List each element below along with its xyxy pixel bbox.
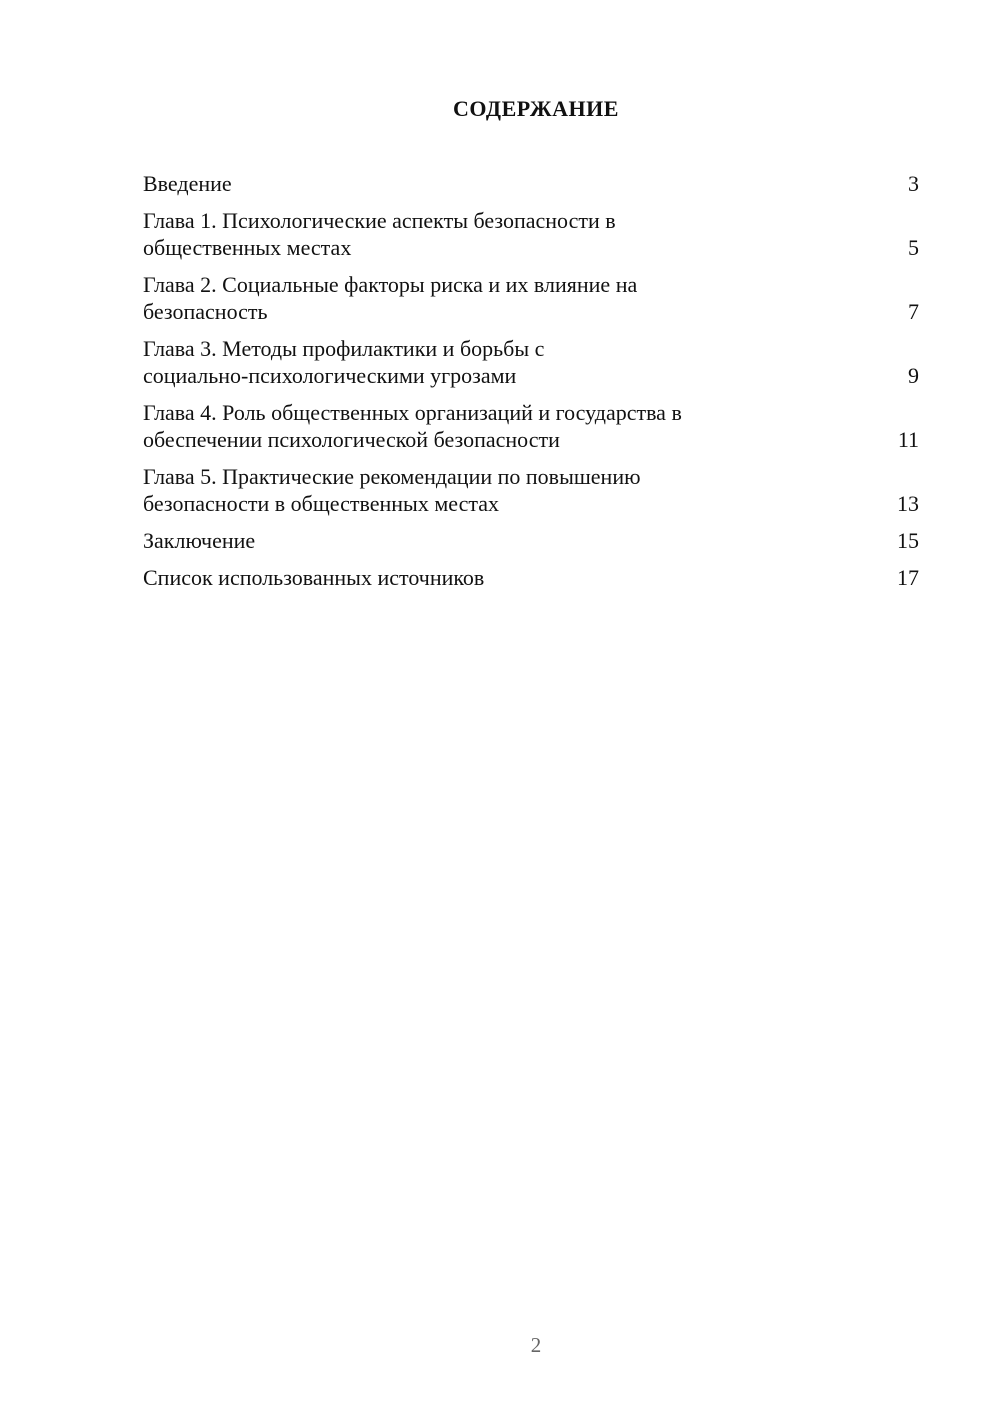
page-number: 2 (530, 1333, 542, 1357)
toc-entry-text: Список использованных источников (143, 565, 485, 590)
table-of-contents (143, 170, 919, 601)
toc-entry-text: Глава 4. Роль общественных организаций и государства в обеспечении психологической безопасности (143, 400, 682, 452)
toc-entry-chapter-2 (143, 271, 919, 325)
toc-entry-chapter-5 (143, 463, 919, 517)
toc-entry-text: Введение (143, 171, 232, 196)
toc-entry-page: 11 (897, 427, 919, 452)
toc-entry-references (143, 564, 919, 591)
toc-entry-chapter-3 (143, 335, 919, 389)
toc-entry-text: Глава 2. Социальные факторы риска и их влияние на безопасность (143, 272, 638, 324)
toc-entry-text: Глава 1. Психологические аспекты безопасности в общественных местах (143, 208, 616, 260)
toc-entry-page: 5 (908, 235, 919, 260)
toc-entry-page: 17 (897, 565, 919, 590)
toc-entry-text: Заключение (143, 528, 256, 553)
toc-entry-page: 9 (908, 363, 919, 388)
toc-entry-page: 3 (908, 171, 919, 196)
toc-entry-introduction (143, 170, 919, 197)
page-title: СОДЕРЖАНИЕ (453, 96, 619, 121)
toc-entry-page: 7 (908, 299, 919, 324)
toc-entry-chapter-4 (143, 399, 919, 453)
toc-entry-conclusion (143, 527, 919, 554)
toc-entry-text: Глава 5. Практические рекомендации по повышению безопасности в общественных местах (143, 464, 641, 516)
toc-entry-page: 13 (897, 491, 919, 516)
toc-entry-chapter-1 (143, 207, 919, 261)
toc-entry-page: 15 (897, 528, 919, 553)
toc-entry-text: Глава 3. Методы профилактики и борьбы с социально-психологическими угрозами (143, 336, 545, 388)
